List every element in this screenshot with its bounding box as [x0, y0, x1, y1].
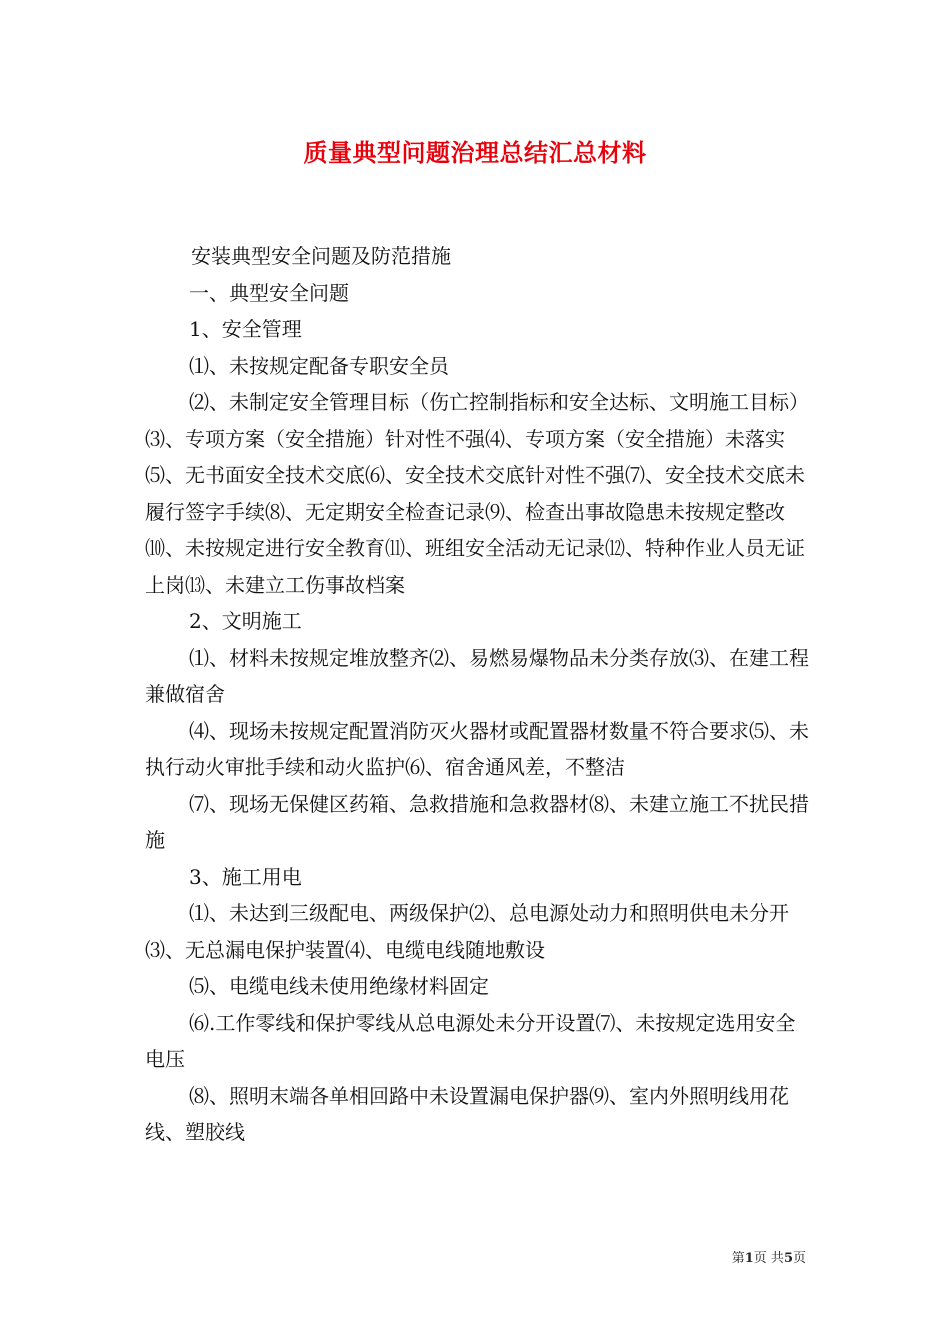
paragraph: ⑺、现场无保健区药箱、急救措施和急救器材⑻、未建立施工不扰民措施: [145, 791, 809, 852]
document-body: [145, 238, 810, 1151]
paragraph: ⑷、现场未按规定配置消防灭火器材或配置器材数量不符合要求⑸、未执行动火审批手续和动火监护⑹、宿舍通风差，不整洁: [145, 718, 809, 779]
paragraph: ⑸、电缆电线未使用绝缘材料固定: [189, 974, 489, 998]
document-title: 质量典型问题治理总结汇总材料: [303, 138, 647, 167]
current-page-number: 1: [744, 1251, 754, 1266]
paragraph: 2、文明施工: [189, 609, 302, 633]
paragraph: 1、安全管理: [189, 317, 302, 341]
footer-suffix: 页: [792, 1251, 806, 1266]
paragraph: ⑹.工作零线和保护零线从总电源处未分开设置⑺、未按规定选用安全电压: [145, 1010, 796, 1071]
page-footer: [732, 1247, 806, 1266]
footer-prefix: 第: [731, 1251, 745, 1266]
footer-middle: 页 共: [753, 1251, 784, 1266]
paragraph: ⑴、未按规定配备专职安全员: [189, 353, 449, 378]
paragraph: 安装典型安全问题及防范措施: [191, 244, 451, 268]
total-pages-number: 5: [783, 1251, 793, 1266]
paragraph: 3、施工用电: [189, 864, 302, 889]
paragraph: ⑻、照明末端各单相回路中未设置漏电保护器⑼、室内外照明线用花线、塑胶线: [145, 1083, 789, 1144]
paragraph: ⑴、材料未按规定堆放整齐⑵、易燃易爆物品未分类存放⑶、在建工程兼做宿舍: [145, 645, 809, 706]
paragraph: 一、典型安全问题: [189, 280, 349, 305]
paragraph: ⑴、未达到三级配电、两级保护⑵、总电源处动力和照明供电未分开⑶、无总漏电保护装置⑷、电缆电线随地敷设: [145, 901, 789, 962]
paragraph: ⑵、未制定安全管理目标（伤亡控制指标和安全达标、文明施工目标）⑶、专项方案（安全措施）针对性不强⑷、专项方案（安全措施）未落实⑸、无书面安全技术交底⑹、安全技术交底针对性不强⑺、安全技术交底未履行签字手续⑻、无定期安全检查记录⑼、检查出事故隐患未按规定整改⑽、未按规定进行安全教育⑾、班组安全活动无记录⑿、特种作业人员无证上岗⒀、未建立工伤事故档案: [145, 390, 809, 597]
